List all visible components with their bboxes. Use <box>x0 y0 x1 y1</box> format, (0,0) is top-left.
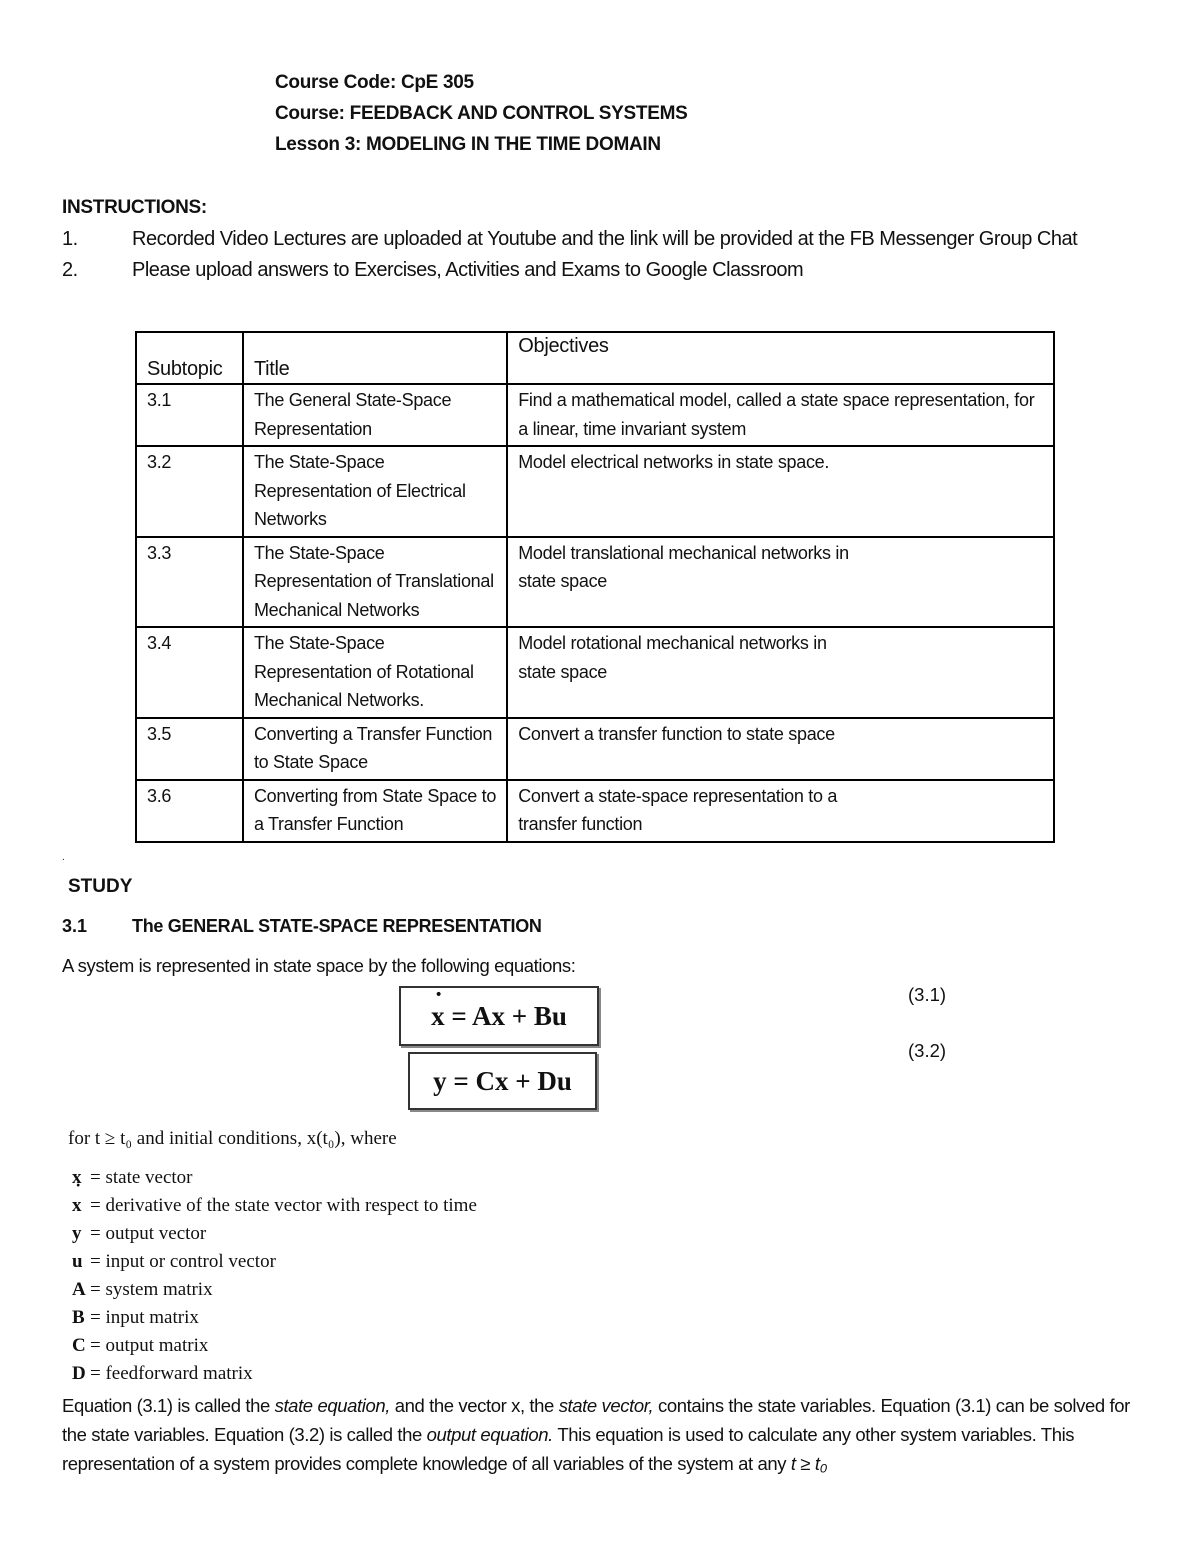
condition-text: for t ≥ t₀ and initial conditions, x(t₀), where <box>68 1128 397 1149</box>
definition-text: = state vector <box>90 1167 193 1188</box>
lesson-title: Lesson 3: MODELING IN THE TIME DOMAIN <box>275 134 661 155</box>
cell-objective: Model electrical networks in state space. <box>507 446 1054 537</box>
term-state-equation: state equation, <box>274 1395 390 1416</box>
definition-item <box>72 1307 199 1329</box>
para-text: Equation (3.1) is called the <box>62 1395 275 1416</box>
definition-text: = output vector <box>90 1223 207 1244</box>
term-state-vector: state vector, <box>558 1395 654 1416</box>
para-text: This equation is used to calculate any other system variables. This representation of a system provides complete knowledge of all variables of the system at any <box>62 1424 1075 1474</box>
term-output-equation: output equation. <box>426 1424 553 1445</box>
stray-dot: . <box>62 852 65 863</box>
eq1-rhs: = Ax + Bu <box>451 1001 567 1031</box>
cell-subtopic: 3.4 <box>136 627 243 718</box>
cell-subtopic: 3.3 <box>136 537 243 628</box>
table-header-row <box>136 332 1054 384</box>
definition-symbol: u <box>72 1251 83 1272</box>
explanation-paragraph <box>62 1391 1132 1478</box>
definition-symbol: B <box>72 1307 85 1328</box>
definition-symbol: A <box>72 1279 86 1300</box>
study-heading: STUDY <box>68 876 133 897</box>
instruction-number: 2. <box>62 259 78 281</box>
cell-objective: Convert a state-space representation to a transfer function <box>507 780 1054 842</box>
definition-item <box>72 1251 276 1273</box>
cell-objective: Find a mathematical model, called a state space representation, for a linear, time invariant system <box>507 384 1054 446</box>
header-objectives: Objectives <box>507 332 1054 384</box>
intro-text: A system is represented in state space by the following equations: <box>62 955 576 976</box>
table-row <box>136 384 1054 446</box>
cell-subtopic: 3.1 <box>136 384 243 446</box>
definition-symbol: y <box>72 1223 82 1244</box>
header-subtopic: Subtopic <box>136 332 243 384</box>
cell-objective: Model rotational mechanical networks in state space <box>507 627 1054 718</box>
course-title: Course: FEEDBACK AND CONTROL SYSTEMS <box>275 103 688 124</box>
cell-objective: Model translational mechanical networks in state space <box>507 537 1054 628</box>
cell-title: Converting a Transfer Function to State Space <box>243 718 507 780</box>
definition-item <box>72 1279 213 1301</box>
definition-item <box>72 1223 206 1245</box>
cell-title: Converting from State Space to a Transfer Function <box>243 780 507 842</box>
table-row <box>136 780 1054 842</box>
definition-item <box>72 1335 208 1357</box>
eq2-label: (3.2) <box>908 1040 947 1061</box>
cell-subtopic: 3.2 <box>136 446 243 537</box>
table-row <box>136 537 1054 628</box>
definition-item <box>72 1167 193 1189</box>
cell-title: The State-Space Representation of Translational Mechanical Networks <box>243 537 507 628</box>
definition-item <box>72 1363 253 1385</box>
definition-text: = derivative of the state vector with respect to time <box>90 1195 477 1216</box>
cell-subtopic: 3.6 <box>136 780 243 842</box>
header-title: Title <box>243 332 507 384</box>
eq1-lhs: x ˙ <box>431 988 445 1044</box>
definition-symbol: C <box>72 1335 86 1356</box>
definition-text: = system matrix <box>90 1279 213 1300</box>
subtopics-table <box>135 331 1055 843</box>
definition-symbol: x <box>72 1167 82 1188</box>
instruction-text: Please upload answers to Exercises, Activities and Exams to Google Classroom <box>132 259 804 281</box>
cell-title: The State-Space Representation of Electrical Networks <box>243 446 507 537</box>
instructions-heading: INSTRUCTIONS: <box>62 197 207 218</box>
term-time-condition: t ≥ t₀ <box>790 1453 827 1474</box>
para-text: and the vector x, the <box>389 1395 559 1416</box>
instruction-number: 1. <box>62 228 78 250</box>
eq1-label: (3.1) <box>908 984 947 1005</box>
section-number: 3.1 <box>62 916 88 936</box>
table-row <box>136 627 1054 718</box>
definition-text: = feedforward matrix <box>90 1363 253 1384</box>
table-row <box>136 446 1054 537</box>
cell-title: The General State-Space Representation <box>243 384 507 446</box>
instruction-text: Recorded Video Lectures are uploaded at Youtube and the link will be provided at the FB Messenger Group Chat <box>132 228 1078 250</box>
definition-text: = input or control vector <box>90 1251 276 1272</box>
course-code: Course Code: CpE 305 <box>275 72 474 93</box>
cell-subtopic: 3.5 <box>136 718 243 780</box>
section-title: The GENERAL STATE-SPACE REPRESENTATION <box>132 916 542 936</box>
cell-title: The State-Space Representation of Rotational Mechanical Networks. <box>243 627 507 718</box>
cell-objective: Convert a transfer function to state space <box>507 718 1054 780</box>
definition-symbol: D <box>72 1363 86 1384</box>
table-row <box>136 718 1054 780</box>
para-text: contains the state variables. Equation (3.1) can be solved for the state variables. Equation (3.2) is called the <box>62 1395 1130 1445</box>
definition-text: = output matrix <box>90 1335 209 1356</box>
definition-symbol: x ˙ <box>72 1195 90 1217</box>
output-equation: y = Cx + Du <box>408 1052 597 1110</box>
definition-item <box>72 1195 477 1217</box>
state-equation <box>399 986 599 1046</box>
definition-text: = input matrix <box>90 1307 199 1328</box>
